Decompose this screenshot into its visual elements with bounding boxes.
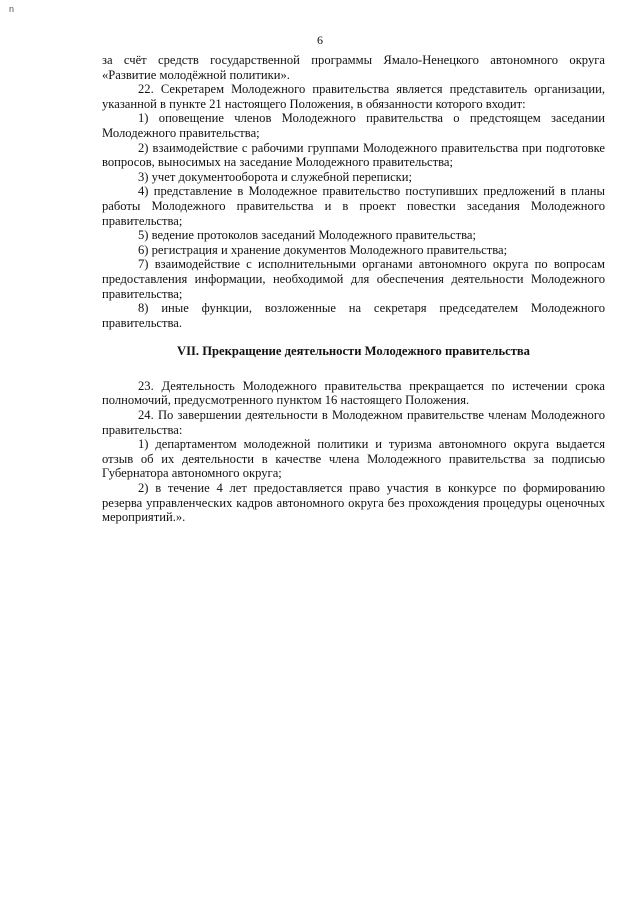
list-item-duty-1: 1) оповещение членов Молодежного правительства о предстоящем заседании Молодежного правительства; xyxy=(102,111,605,140)
list-item-duty-2: 2) взаимодействие с рабочими группами Молодежного правительства при подготовке вопросов, выносимых на заседание Молодежного правительства; xyxy=(102,140,605,170)
paragraph-item-23: 23. Деятельность Молодежного правительства прекращается по истечении срока полномочий, предусмотренного пунктом 16 настоящего Положения. xyxy=(102,378,605,408)
list-item-duty-3: 3) учет документооборота и служебной переписки; xyxy=(138,169,413,184)
list-item-benefit-2: 2) в течение 4 лет предоставляется право участия в конкурсе по формированию резерва управленческих кадров автономного округа без прохождения процедуры оценочных мероприятий.». xyxy=(102,481,605,525)
section-heading: VII. Прекращение деятельности Молодежного правительства xyxy=(177,344,530,359)
list-item-duty-7: 7) взаимодействие с исполнительными органами автономного округа по вопросам предоставления информации, необходимой для обеспечения деятельности Молодежного правительства; xyxy=(102,257,605,301)
scan-corner-mark: n xyxy=(9,4,15,14)
list-item-duty-8: 8) иные функции, возложенные на секретаря председателем Молодежного правительства. xyxy=(102,301,605,330)
list-item-duty-6: 6) регистрация и хранение документов Молодежного правительства; xyxy=(138,242,508,257)
list-item-duty-4: 4) представление в Молодежное правительство поступивших предложений в планы работы Молодежного правительства и в проект повестки заседания Молодежного правительства; xyxy=(102,184,605,228)
list-item-benefit-1: 1) департаментом молодежной политики и туризма автономного округа выдается отзыв об их деятельности в качестве члена Молодежного правительства за подписью Губернатора автономного округа; xyxy=(102,437,605,481)
document-body xyxy=(102,53,605,525)
paragraph-item-22: 22. Секретарем Молодежного правительства является представитель организации, указанной в пункте 21 настоящего Положения, в обязанности которого входит: xyxy=(102,82,605,111)
paragraph-item-24: 24. По завершении деятельности в Молодежном правительстве членам Молодежного правительства: xyxy=(102,408,605,437)
paragraph-funding-source: за счёт средств государственной программы Ямало-Ненецкого автономного округа «Развитие молодёжной политики». xyxy=(102,53,605,82)
list-item-duty-5: 5) ведение протоколов заседаний Молодежного правительства; xyxy=(138,228,476,243)
page-number: 6 xyxy=(317,33,323,47)
